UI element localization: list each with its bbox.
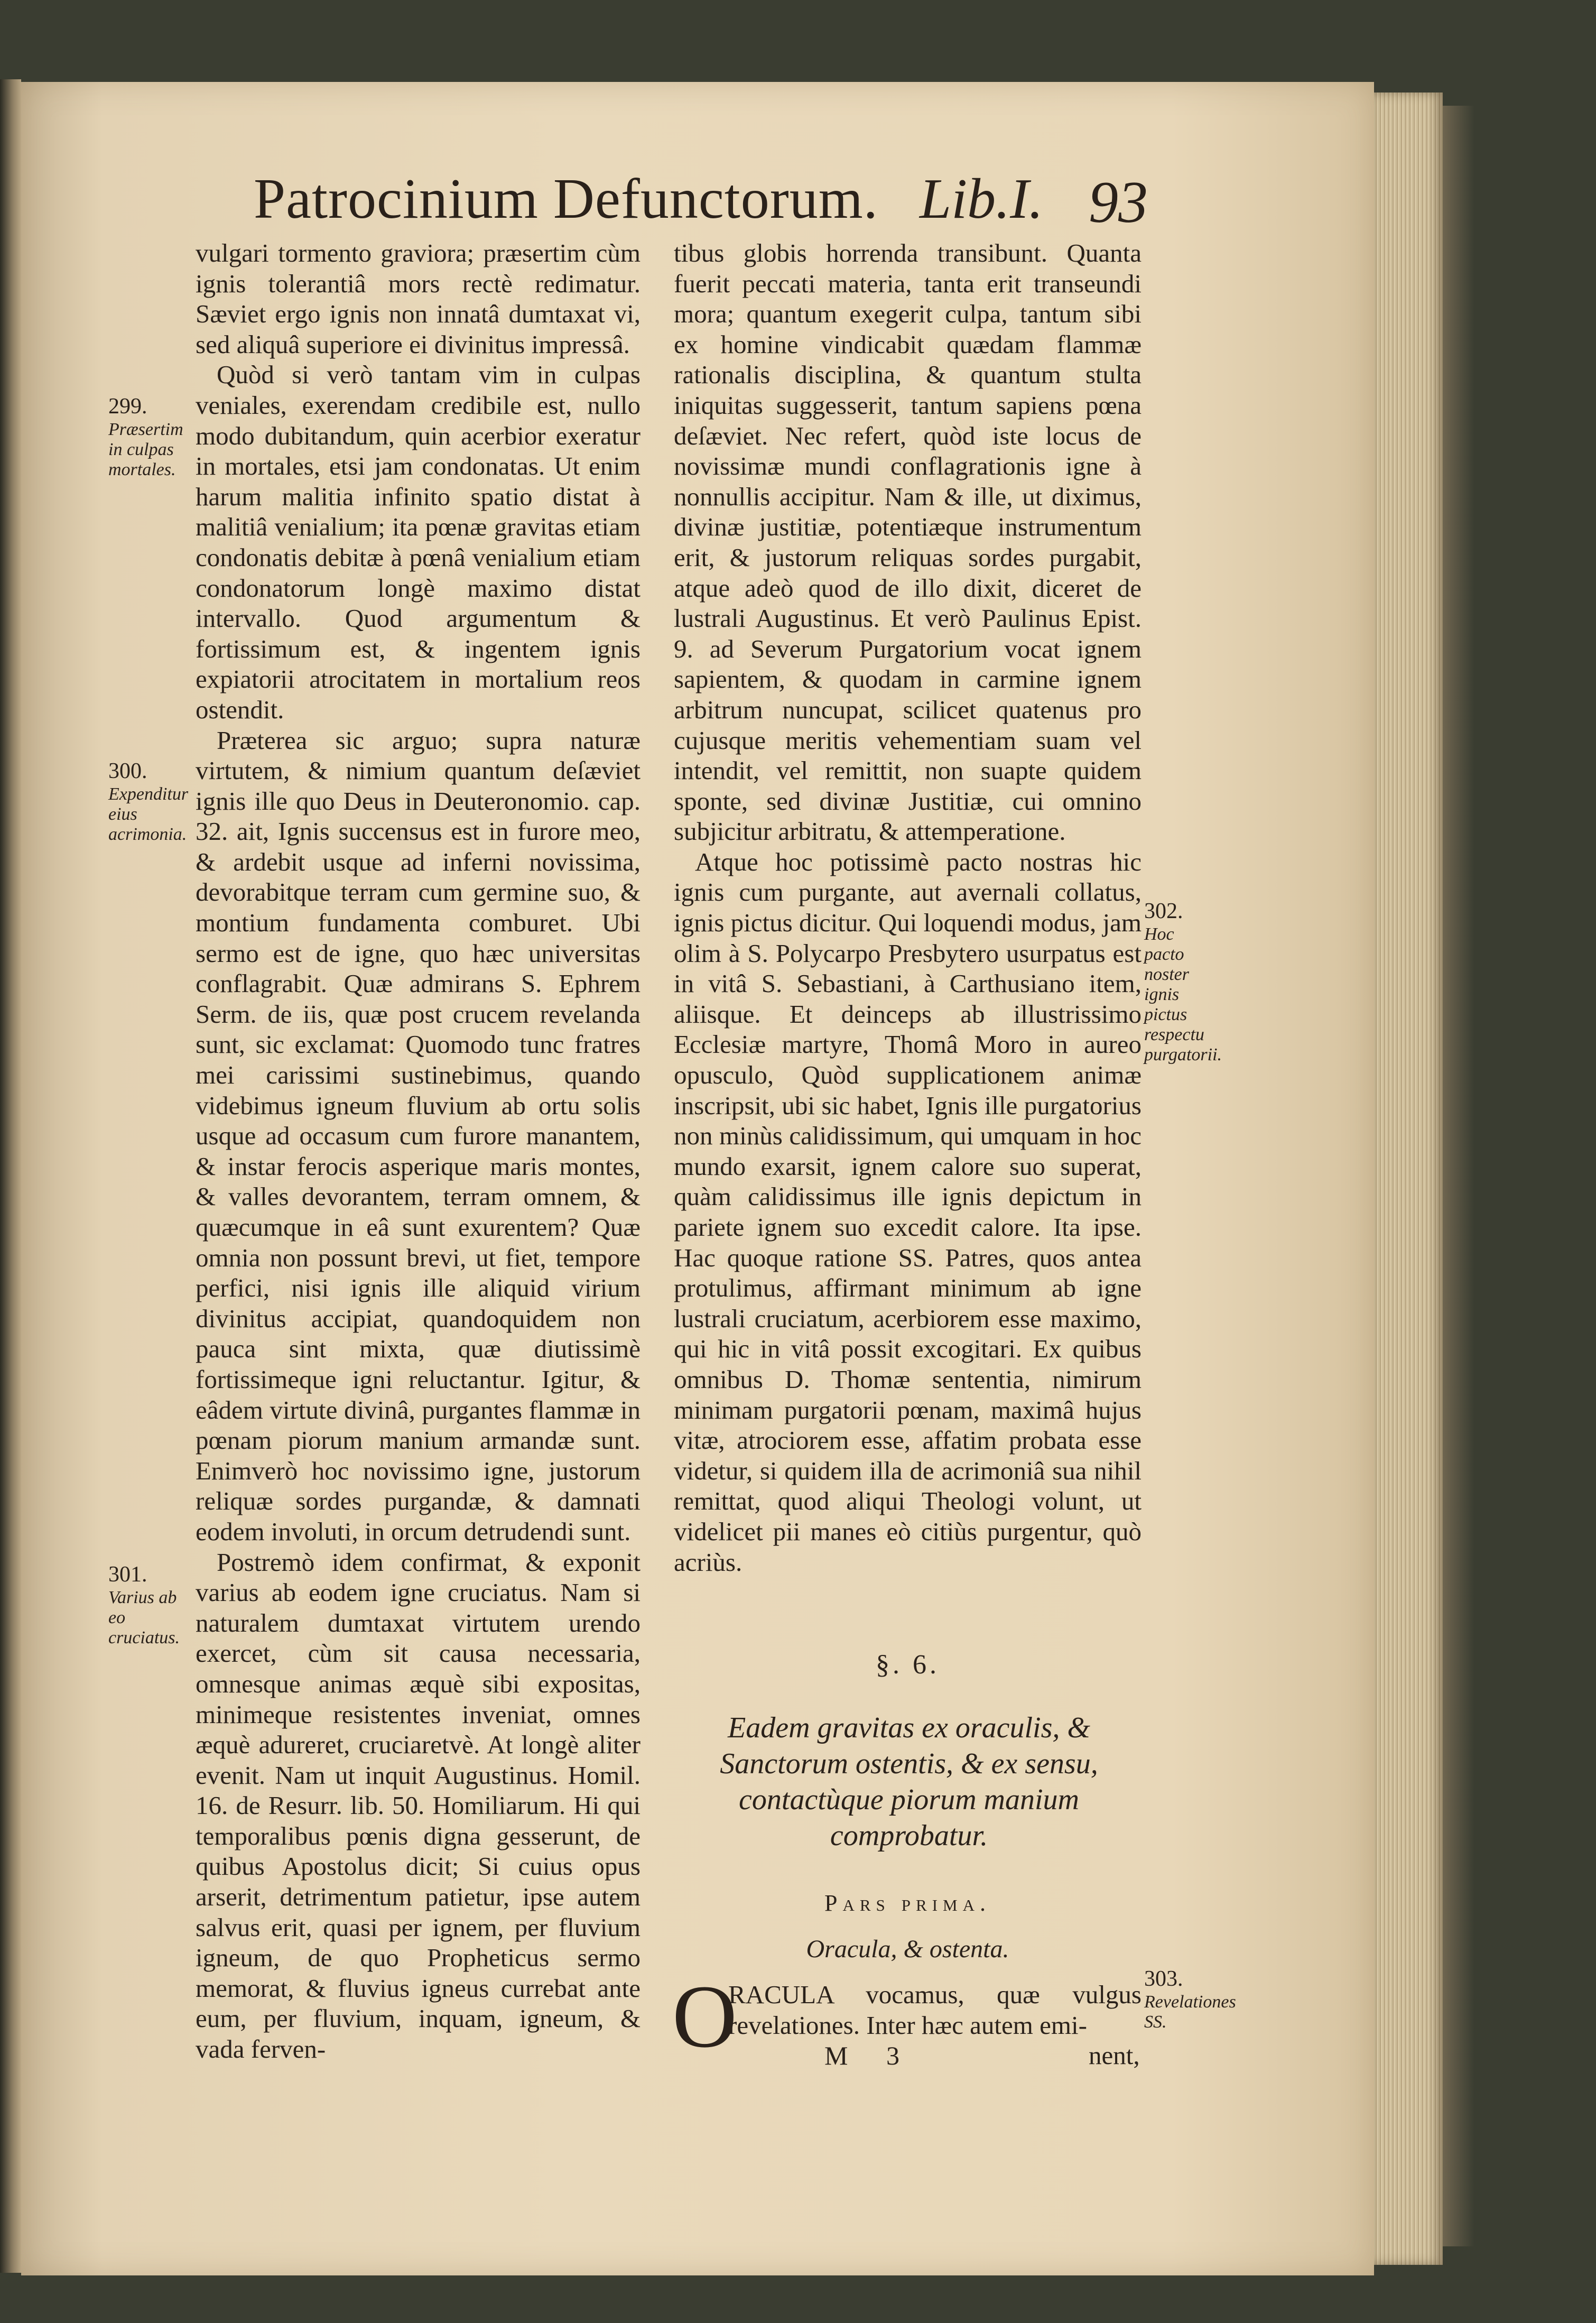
margin-note-text: Expenditur eius acrimonia.	[108, 784, 189, 844]
catchword: nent,	[1089, 2041, 1140, 2070]
margin-note-text: Hoc pacto noster ignis pictus respectu purgatorii.	[1144, 924, 1222, 1065]
previous-page-edge	[0, 79, 21, 2273]
paragraph: tibus globis horrenda transibunt. Quanta fuerit peccati materia, tanta erit transeundi mora; quantum exegerit culpa, tantum sibi ex homine vindicabit quædam flammæ rationalis disciplina, & quantum stulta iniquitas suggesserit, tantum sapiens pœna deſæviet. Nec refert, quòd iste locus de novissimæ mundi conflagrationis igne à nonnullis accipitur. Nam & ille, ut diximus, divinæ justitiæ, potentiæque instrumentum erit, & justorum reliquas sordes purgabit, atque adeò quod de illo dixit, diceret de lustrali Augustinus. Et verò Paulinus Epist. 9. ad Severum Purgatorium vocat ignem sapientem, & quodam in carmine ignem arbitrum nuncupat, scilicet quatenus pro cujusque meritis vehementiam suam vel intendit, vel remittit, non suapte quidem sponte, sed divinæ Justitiæ, cui omnino subjicitur arbitratu, & attemperatione.	[674, 238, 1142, 846]
right-column	[674, 238, 1142, 1577]
margin-note-303	[1144, 1967, 1236, 2032]
section-mark: §. 6.	[876, 1650, 940, 1680]
margin-note-number: 302.	[1144, 899, 1183, 923]
margin-note-299	[108, 396, 188, 480]
margin-note-300	[108, 761, 188, 845]
book-cover-edge	[1443, 106, 1474, 2246]
drop-cap: O	[672, 1967, 737, 2066]
running-header	[254, 166, 1152, 235]
margin-note-number: 299.	[108, 394, 147, 419]
left-column	[196, 238, 641, 2065]
signature-mark: M 3	[824, 2041, 915, 2070]
margin-note-text: Præsertim in culpas mortales.	[108, 420, 183, 479]
margin-note-302	[1144, 899, 1222, 1065]
page-stack-edge	[1374, 92, 1443, 2265]
margin-note-text: Revelationes SS.	[1144, 1992, 1236, 2032]
margin-note-301	[108, 1562, 188, 1648]
paragraph: Postremò idem confirmat, & exponit varius ab eodem igne cruciatus. Nam si naturalem dumtaxat virtutem urendo exercet, cùm sit causa necessaria, omnesque animas æquè sibi expositas, minimeque resistentes inveniat, omnes æquè adureret, cruciaretvè. At longè aliter evenit. Nam ut inquit Augustinus. Homil. 16. de Resurr. lib. 50. Homiliarum. Hi qui temporalibus pœnis digna gesserunt, de quibus Apostolus dicit; Si cuius opus arserit, detrimentum patietur, ipse autem salvus erit, quasi per ignem, per fluvium igneum, de quo Propheticus sermo memorat, & fluvius igneus currebat ante eum, per fluvium, inquam, igneum, & vada ferven-	[196, 1547, 641, 2064]
part-heading: Pars prima.	[824, 1890, 991, 1916]
section-title: Eadem gravitas ex oraculis, & Sanctorum ostentis, & ex sensu, contactùque piorum manium comprobatur.	[720, 1711, 1098, 1852]
book-reference: Lib.I.	[920, 168, 1044, 230]
page-number: 93	[1089, 170, 1148, 235]
running-title: Patrocinium Defunctorum.	[254, 168, 878, 230]
paragraph: Præterea sic arguo; supra naturæ virtutem, & nimium quantum deſæviet ignis ille quo Deus in Deuteronomio. cap. 32. ait, Ignis succensus est in furore meo, & ardebit usque ad inferni novissima, devorabitque terram cum germine suo, & montium fundamenta comburet. Ubi sermo est de igne, quo hæc universitas conflagrabit. Quæ admirans S. Ephrem Serm. de iis, quæ post crucem revelanda sunt, sic exclamat: Quomodo tunc fratres mei carissimi sustinebimus, quando videbimus igneum fluvium ab ortu solis usque ad occasum cum furore manantem, & instar ferocis asperique maris montes, & valles devorantem, terram omnem, & quæcumque in eâ sunt exurentem? Quæ omnia non possunt brevi, ut fiet, tempore perfici, nisi ignis ille aliquid virium divinitus accipiat, quandoquidem non pauca sint mixta, quæ diutissimè fortissimeque igni reluctantur. Igitur, & eâdem virtute divinâ, purgantes flammæ in pœnam piorum manium armandæ sunt. Enimverò hoc novissimo igne, justorum reliquæ sordes purgandæ, & damnati eodem involuti, in orcum detrudendi sunt.	[196, 725, 641, 1546]
sub-heading: Oracula, & ostenta.	[806, 1935, 1009, 1963]
paragraph: vulgari tormento graviora; præsertim cùm ignis tolerantiâ mors rectè redimatur. Sæviet ergo ignis non innatâ dumtaxat vi, sed aliquâ superiore ei divinitus impressâ.	[196, 238, 641, 359]
margin-note-number: 303.	[1144, 1967, 1183, 1991]
paragraph: Quòd si verò tantam vim in culpas veniales, exerendam credibile est, nullo modo dubitandum, quin acerbior exeratur in mortales, etsi jam condonatas. Ut enim harum malitia infinito spatio distat à malitiâ venialium; ita pœnæ gravitas etiam condonatis debitæ à pœnâ venialium etiam condonatorum longè maximo distat intervallo. Quod argumentum & fortissimum est, & ingentem ignis expiatorii atrocitatem in mortalium reos ostendit.	[196, 360, 641, 724]
paragraph: Atque hoc potissimè pacto nostras hic ignis cum purgante, aut avernali collatus, ignis pictus dicitur. Qui loquendi modus, jam olim à S. Polycarpo Presbytero usurpatus est in vitâ S. Sebastiani, à Carthusiano item, aliisque. Et deinceps ab illustrissimo Ecclesiæ martyre, Thomâ Moro in aureo opusculo, Quòd supplicationem animæ inscripsit, ubi sic habet, Ignis ille purgatorius non minùs calidissimum, qui umquam in hoc mundo exarsit, ignem calore suo superat, quàm calidissimus ille ignis depictum in pariete ignem suo excedit calore. Ita ipse. Hac quoque ratione SS. Patres, quos antea protulimus, affirmant minimum ab igne lustrali cruciatum, acerbiorem esse maximo, qui hic in vitâ possit excogitari. Ex quibus omnibus D. Thomæ sententia, nimirum minimam purgatorii pœnam, maximâ hujus vitæ, atrociorem esse, affatim probata esse videtur, si quidem illa de acrimoniâ sua nihil remittat, quod aliqui Theologi volunt, ut videlicet pii manes eò citiùs purgentur, quò acriùs.	[674, 847, 1142, 1577]
margin-note-text: Varius ab eo cruciatus.	[108, 1588, 180, 1648]
margin-note-number: 300.	[108, 759, 147, 783]
margin-note-number: 301.	[108, 1562, 147, 1587]
final-paragraph: RACULA vocamus, quæ vulgus revelationes. Inter hæc autem emi-	[728, 1980, 1142, 2040]
